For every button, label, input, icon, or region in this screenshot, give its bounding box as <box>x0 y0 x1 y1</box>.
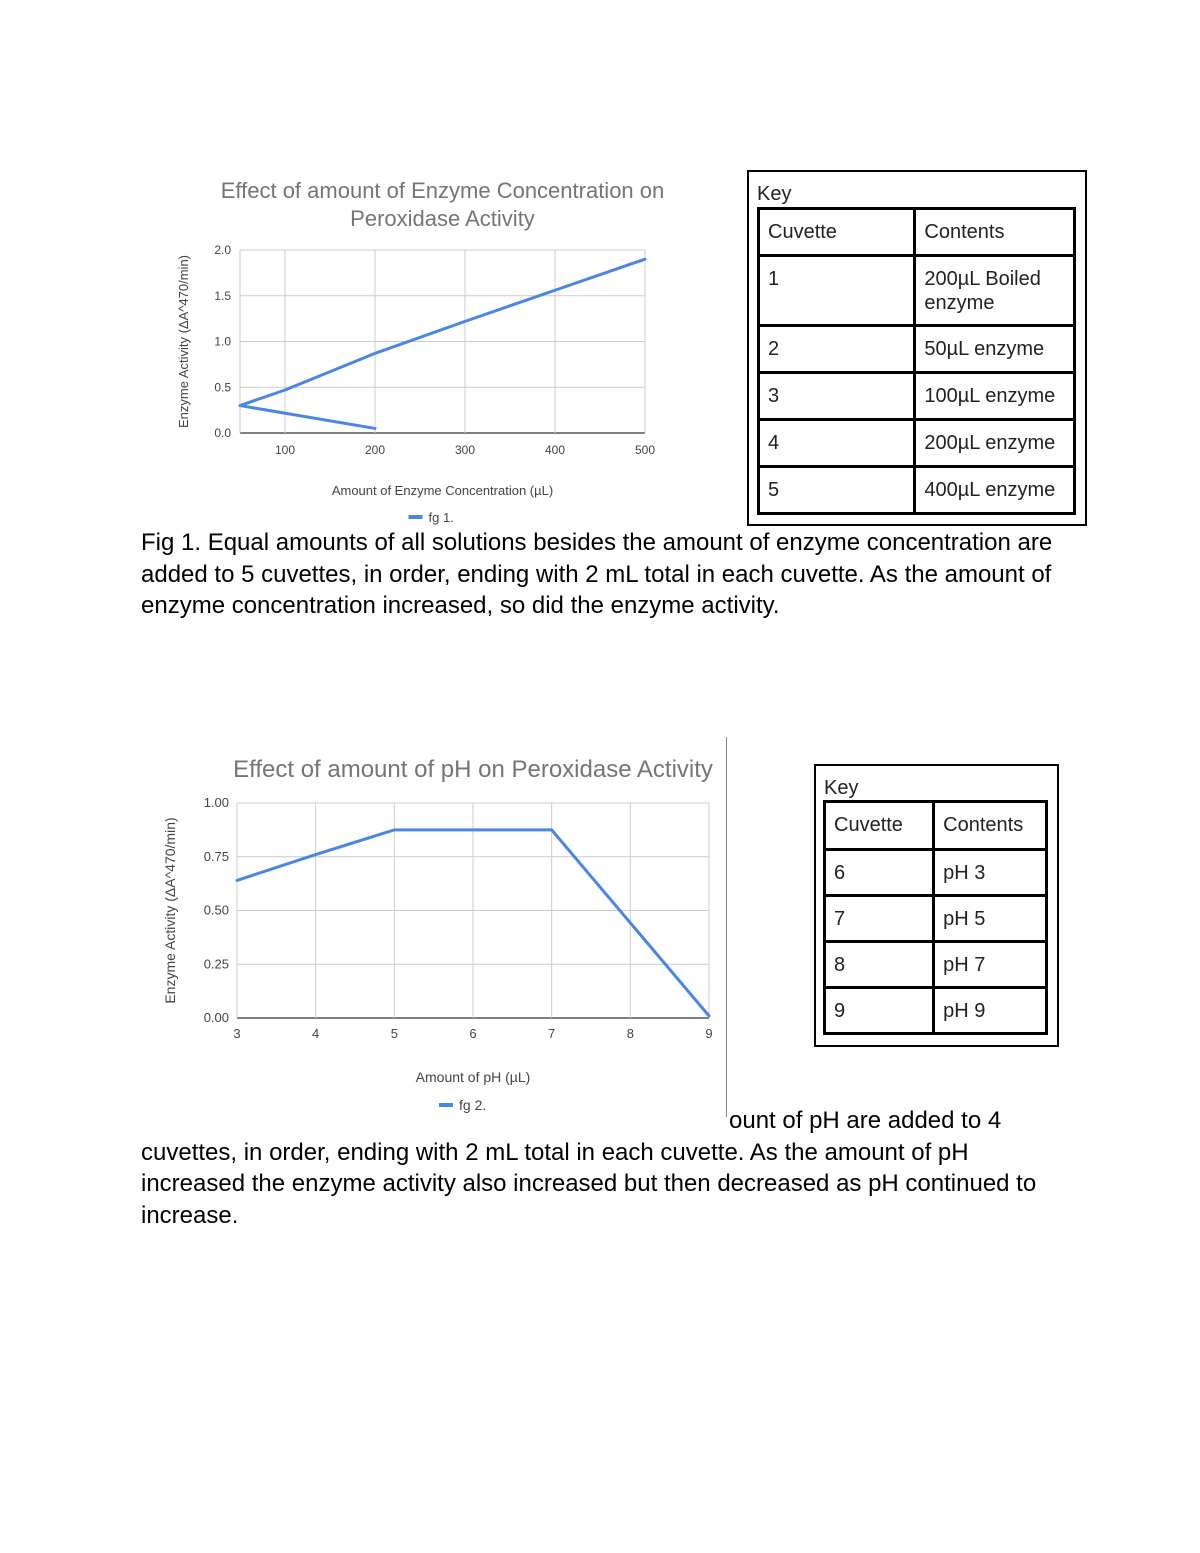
key-header-contents: Contents <box>934 802 1047 850</box>
key-title-1: Key <box>757 183 792 205</box>
table-row <box>759 420 1075 467</box>
cuvette-cell: 3 <box>759 373 915 420</box>
table-row <box>825 896 1047 942</box>
contents-cell: pH 3 <box>934 850 1047 896</box>
y-tick-label: 0.75 <box>203 848 229 864</box>
y-tick-label: 0.5 <box>214 380 231 395</box>
contents-cell: 100µL enzyme <box>915 373 1075 420</box>
table-row <box>759 256 1075 326</box>
cuvette-cell: 7 <box>825 896 934 942</box>
y-tick-label: 0.00 <box>203 1010 229 1025</box>
x-axis-label: Amount of Enzyme Concentration (µL) <box>331 483 554 498</box>
key-table-2 <box>823 800 1048 1035</box>
key-header-contents: Contents <box>915 209 1075 256</box>
enzyme-concentration-chart-svg <box>170 170 670 530</box>
key-header-cuvette: Cuvette <box>825 802 934 850</box>
contents-cell: 400µL enzyme <box>915 467 1075 514</box>
contents-cell: pH 7 <box>934 942 1047 988</box>
cuvette-cell: 6 <box>825 850 934 896</box>
y-tick-label: 0.50 <box>203 902 229 918</box>
cuvette-cell: 4 <box>759 420 915 467</box>
key-title-2: Key <box>824 777 859 799</box>
table-row <box>759 467 1075 514</box>
chart-title: Peroxidase Activity <box>350 206 535 231</box>
x-tick-label: 6 <box>469 1026 477 1041</box>
contents-cell: 200µL enzyme <box>915 420 1075 467</box>
enzyme-concentration-chart <box>170 170 670 530</box>
x-tick-label: 500 <box>634 443 656 457</box>
cuvette-cell: 9 <box>825 988 934 1034</box>
table-row <box>759 373 1075 420</box>
x-tick-label: 100 <box>274 443 296 457</box>
key-table-header-row <box>759 209 1075 256</box>
x-tick-label: 200 <box>364 443 386 457</box>
y-tick-label: 1.0 <box>214 334 231 349</box>
x-tick-label: 4 <box>312 1026 320 1041</box>
x-tick-label: 9 <box>705 1026 713 1041</box>
ph-chart-svg <box>155 745 725 1125</box>
contents-cell: pH 5 <box>934 896 1047 942</box>
y-axis-label: Enzyme Activity (ΔA^470/min) <box>162 817 178 1004</box>
figure-1-caption: Fig 1. Equal amounts of all solutions besides the amount of enzyme concentration are added to 5 cuvettes, in order, ending with 2 mL total in each cuvette. As the amount of enzyme concentration increased, so did the enzyme activity. <box>141 529 1053 619</box>
figure-2-caption <box>141 1105 1071 1231</box>
legend-swatch <box>409 515 423 519</box>
chart-title: Effect of amount of pH on Peroxidase Activity <box>233 756 713 783</box>
legend-label: fg 2. <box>459 1097 487 1113</box>
contents-cell: pH 9 <box>934 988 1047 1034</box>
x-tick-label: 300 <box>454 443 476 457</box>
y-tick-label: 1.00 <box>203 795 229 810</box>
x-tick-label: 7 <box>548 1026 556 1041</box>
y-tick-label: 0.0 <box>214 426 231 440</box>
x-axis-label: Amount of pH (µL) <box>415 1069 531 1085</box>
x-tick-label: 3 <box>233 1026 241 1041</box>
cuvette-cell: 5 <box>759 467 915 514</box>
cuvette-cell: 8 <box>825 942 934 988</box>
y-axis-label: Enzyme Activity (ΔA^470/min) <box>176 255 191 428</box>
key-table-1 <box>757 207 1076 515</box>
y-tick-label: 2.0 <box>214 243 231 257</box>
x-tick-label: 400 <box>544 443 566 457</box>
chart-title: Effect of amount of Enzyme Concentration on <box>220 178 665 203</box>
cuvette-cell: 1 <box>759 256 915 326</box>
column-divider <box>726 737 727 1117</box>
cuvette-cell: 2 <box>759 326 915 373</box>
y-tick-label: 0.25 <box>203 956 229 972</box>
series-line <box>240 259 645 428</box>
table-row <box>825 942 1047 988</box>
table-row <box>825 850 1047 896</box>
key-header-cuvette: Cuvette <box>759 209 915 256</box>
x-tick-label: 8 <box>626 1026 634 1041</box>
key-table-header-row <box>825 802 1047 850</box>
figure-2-caption-text: ount of pH are added to 4 cuvettes, in order, ending with 2 mL total in each cuvette. As the amount of pH increased the enzyme activity also increased but then decreased as pH continued to increase. <box>141 1107 1037 1229</box>
table-row <box>759 326 1075 373</box>
contents-cell: 200µL Boiled enzyme <box>915 256 1075 326</box>
ph-chart <box>155 745 725 1125</box>
y-tick-label: 1.5 <box>214 288 231 303</box>
legend-label: fg 1. <box>428 510 454 525</box>
table-row <box>825 988 1047 1034</box>
x-tick-label: 5 <box>390 1026 398 1041</box>
contents-cell: 50µL enzyme <box>915 326 1075 373</box>
